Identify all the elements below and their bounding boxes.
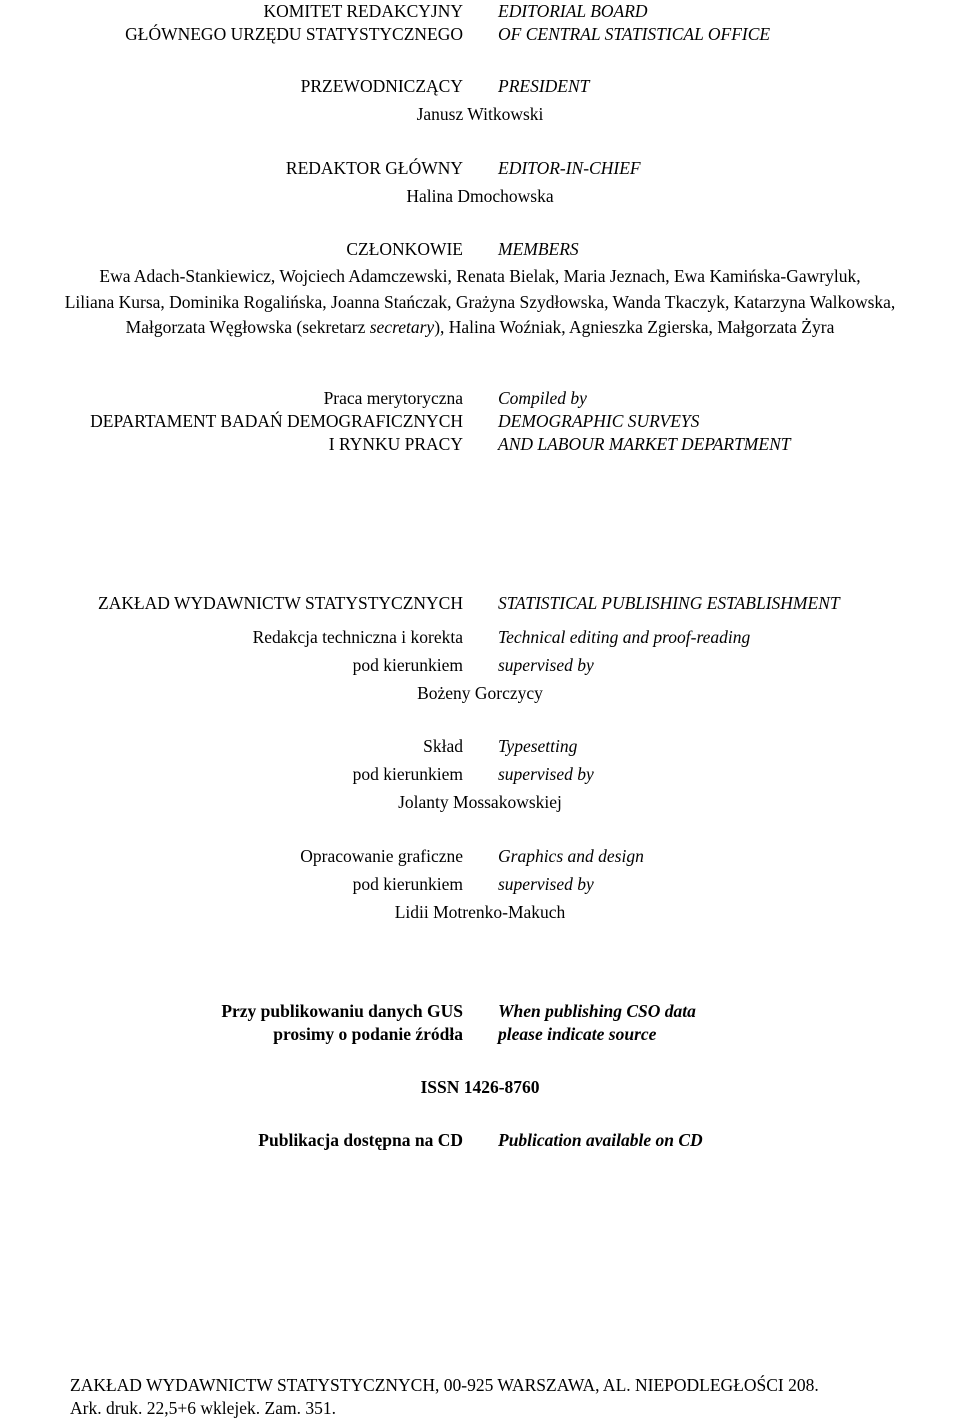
editing-role [0, 626, 960, 649]
typesetting-supervised [0, 763, 960, 786]
typesetting-pl: Skład [423, 736, 463, 756]
editing-supervised [0, 654, 960, 677]
members-line3-secretary: secretary [369, 317, 435, 337]
editor-en: EDITOR-IN-CHIEF [498, 158, 641, 178]
source-notice-en [498, 1000, 958, 1046]
compiled-pl-line2: DEPARTAMENT BADAŃ DEMOGRAFICZNYCH [90, 411, 463, 432]
source-notice-pl-line2: prosimy o podanie źródła [273, 1024, 463, 1045]
editing-pl: Redakcja techniczna i korekta [252, 627, 463, 647]
compiled-en-line2: DEMOGRAPHIC SURVEYS [498, 411, 700, 432]
compiled-pl [0, 387, 463, 456]
compiled-pl-line3: I RYNKU PRACY [328, 434, 463, 455]
typesetting-role [0, 735, 960, 758]
editing-supervised-pl: pod kierunkiem [352, 655, 463, 675]
typesetting-name: Jolanty Mossakowskiej [398, 792, 562, 812]
editor-role [0, 157, 960, 180]
graphics-supervised-pl: pod kierunkiem [352, 874, 463, 894]
members-line2: Liliana Kursa, Dominika Rogalińska, Joanna Stańczak, Grażyna Szydłowska, Wanda Tkaczyk, Katarzyna Walkowska, [64, 291, 896, 312]
members-line3-after: ), Halina Woźniak, Agnieszka Zgierska, Małgorzata Żyra [434, 317, 835, 337]
editing-name: Bożeny Gorczycy [417, 683, 543, 703]
members-list [0, 264, 960, 341]
editorial-board-pl [0, 0, 463, 46]
graphics-name: Lidii Motrenko-Makuch [394, 902, 566, 922]
graphics-pl: Opracowanie graficzne [300, 846, 463, 866]
compiled-pl-line1: Praca merytoryczna [323, 388, 463, 408]
members-line3 [0, 315, 960, 341]
members-line1: Ewa Adach-Stankiewicz, Wojciech Adamczewski, Renata Bielak, Maria Jeznach, Ewa Kamińska-Gawryluk, [99, 266, 861, 286]
board-en-line2: OF CENTRAL STATISTICAL OFFICE [498, 24, 771, 45]
members-pl: CZŁONKOWIE [346, 239, 463, 259]
graphics-role [0, 845, 960, 868]
publishing-heading [0, 592, 960, 615]
editing-en: Technical editing and proof-reading [498, 627, 751, 647]
editorial-board-en [498, 0, 958, 46]
members-en: MEMBERS [498, 239, 579, 259]
source-notice-pl [0, 1000, 463, 1046]
graphics-supervised [0, 873, 960, 896]
typesetting-supervised-pl: pod kierunkiem [352, 764, 463, 784]
compiled-en [498, 387, 958, 456]
president-role [0, 75, 960, 98]
compiled-en-line1: Compiled by [498, 388, 587, 408]
source-notice-en-line2: please indicate source [498, 1024, 657, 1045]
source-notice-pl-line1: Przy publikowaniu danych GUS [221, 1001, 463, 1021]
board-pl-line1: KOMITET REDAKCYJNY [263, 1, 463, 21]
publishing-pl: ZAKŁAD WYDAWNICTW STATYSTYCZNYCH [98, 593, 463, 613]
compiled-en-line3: AND LABOUR MARKET DEPARTMENT [498, 434, 791, 455]
cd-availability [0, 1129, 960, 1152]
members-line3-before: Małgorzata Węgłowska (sekretarz [125, 317, 370, 337]
president-en: PRESIDENT [498, 76, 590, 96]
typesetting-supervised-en: supervised by [498, 764, 594, 784]
editor-name: Halina Dmochowska [406, 186, 554, 206]
cd-availability-en: Publication available on CD [498, 1130, 703, 1150]
editorial-board-heading [0, 0, 960, 46]
imprint-footer [70, 1374, 950, 1420]
graphics-supervised-en: supervised by [498, 874, 594, 894]
source-notice-en-line1: When publishing CSO data [498, 1001, 696, 1021]
board-pl-line2: GŁÓWNEGO URZĘDU STATYSTYCZNEGO [125, 24, 463, 45]
source-notice [0, 1000, 960, 1046]
board-en-line1: EDITORIAL BOARD [498, 1, 648, 21]
issn: ISSN 1426-8760 [420, 1077, 540, 1097]
president-pl: PRZEWODNICZĄCY [300, 76, 463, 96]
publishing-en: STATISTICAL PUBLISHING ESTABLISHMENT [498, 593, 840, 613]
typesetting-en: Typesetting [498, 736, 578, 756]
imprint-line2: Ark. druk. 22,5+6 wklejek. Zam. 351. [70, 1398, 337, 1418]
compiled-by [0, 387, 960, 456]
president-name: Janusz Witkowski [416, 104, 544, 124]
members-role [0, 238, 960, 261]
editor-pl: REDAKTOR GŁÓWNY [285, 158, 463, 178]
graphics-en: Graphics and design [498, 846, 644, 866]
editing-supervised-en: supervised by [498, 655, 594, 675]
cd-availability-pl: Publikacja dostępna na CD [258, 1130, 463, 1150]
imprint-line1: ZAKŁAD WYDAWNICTW STATYSTYCZNYCH, 00-925 WARSZAWA, AL. NIEPODLEGŁOŚCI 208. [70, 1375, 819, 1395]
